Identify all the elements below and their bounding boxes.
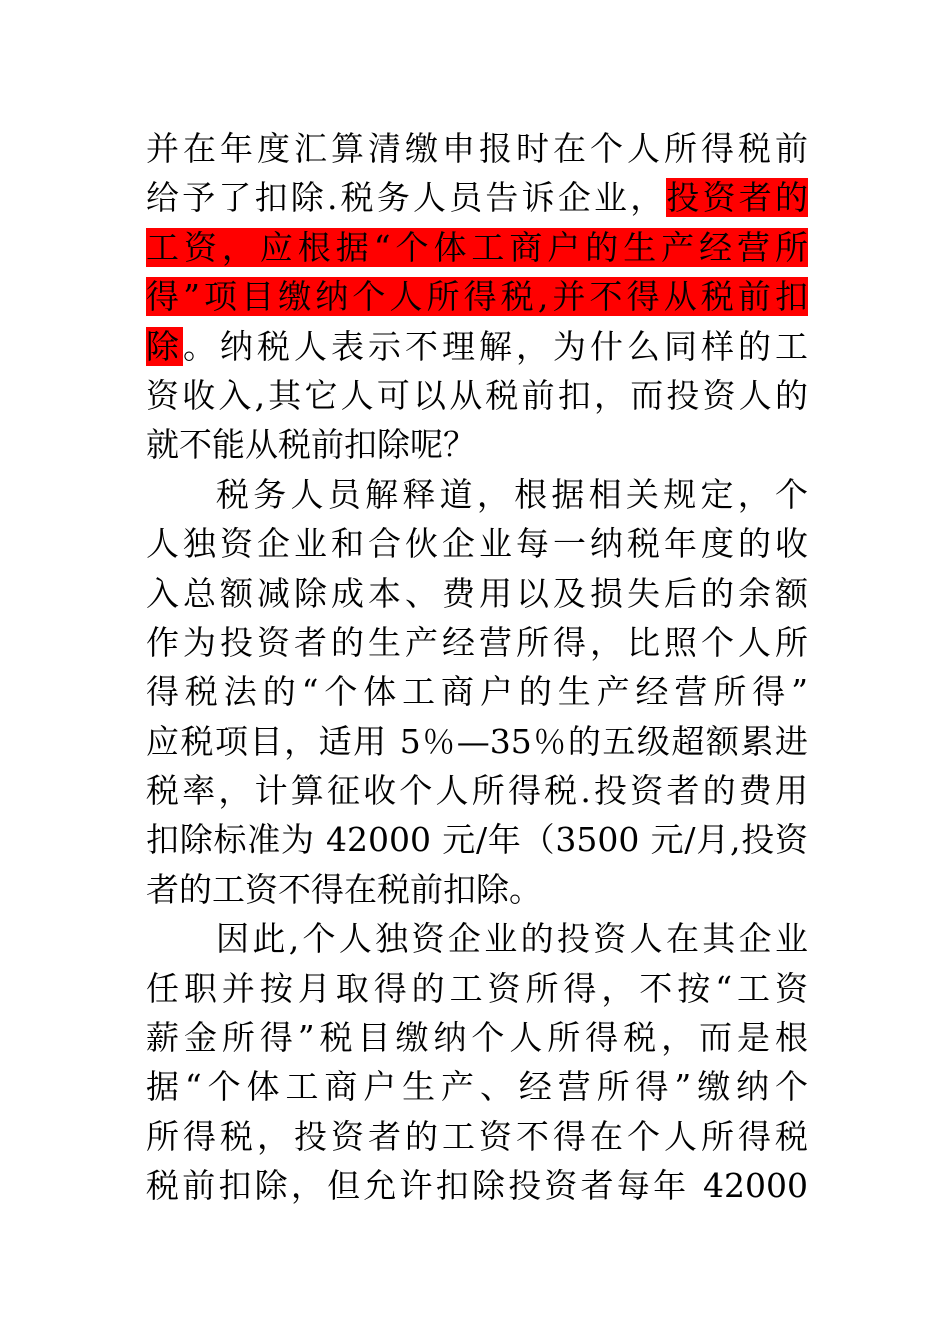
- text-run: 人独资企业和合伙企业每一纳税年度的收: [146, 524, 808, 564]
- text-run: 应税项目，适用 5％—35％的五级超额累进: [146, 721, 808, 761]
- text-line: [146, 124, 808, 173]
- text-run: 因此,个人独资企业的投资人在其企业: [216, 919, 808, 959]
- highlighted-text: ,: [537, 277, 549, 317]
- text-run: 税务人员解释道，根据相关规定，个: [216, 474, 808, 514]
- paragraph-2: [146, 470, 808, 915]
- text-line: [146, 272, 808, 321]
- highlighted-text: 投资者的: [666, 178, 809, 218]
- text-run: 入总额减除成本、费用以及损失后的余额: [146, 573, 808, 613]
- text-run: 就不能从税前扣除呢？: [146, 425, 476, 465]
- document-body: [146, 124, 808, 1211]
- text-line: [146, 569, 808, 618]
- text-line: [146, 322, 808, 371]
- text-line: [146, 964, 808, 1013]
- text-run: 给予了扣除.税务人员告诉企业，: [146, 178, 667, 218]
- text-run: 税率，计算征收个人所得税.投资者的费用: [146, 771, 808, 811]
- highlighted-text: 并不得从税前扣: [548, 277, 809, 317]
- text-run: 者的工资不得在税前扣除。: [146, 869, 542, 909]
- text-run: 扣除标准为 42000 元/年（3500 元/月,投资: [146, 820, 808, 860]
- text-line: [146, 420, 808, 469]
- text-run: 据“个体工商户生产、经营所得”缴纳个: [146, 1067, 808, 1107]
- text-line: [146, 519, 808, 568]
- paragraph-1: [146, 124, 808, 470]
- text-line: [146, 815, 808, 864]
- text-run: 资收入,其它人可以从税前扣，而投资人的: [146, 375, 808, 415]
- text-line: [146, 173, 808, 222]
- highlighted-text: 得”项目缴纳个人所得税: [146, 277, 538, 317]
- text-line: [146, 470, 808, 519]
- text-line: [146, 618, 808, 667]
- paragraph-3: [146, 914, 808, 1210]
- text-line: [146, 766, 808, 815]
- text-run: 并在年度汇算清缴申报时在个人所得税前: [146, 129, 808, 168]
- text-run: 作为投资者的生产经营所得，比照个人所: [146, 622, 808, 662]
- text-line: [146, 667, 808, 716]
- highlighted-text: 工资，应根据“个体工商户的生产经营所: [146, 227, 808, 267]
- text-run: 任职并按月取得的工资所得，不按“工资: [146, 968, 808, 1008]
- text-line: [146, 1112, 808, 1161]
- text-run: 税前扣除，但允许扣除投资者每年 42000: [146, 1166, 808, 1206]
- text-line: [146, 223, 808, 272]
- text-line: [146, 371, 808, 420]
- text-run: 。纳税人表示不理解，为什么同样的工: [183, 326, 808, 366]
- text-run: 薪金所得”税目缴纳个人所得税，而是根: [146, 1018, 808, 1058]
- text-line: [146, 1161, 808, 1210]
- text-line: [146, 1062, 808, 1111]
- text-line: [146, 865, 808, 914]
- highlighted-text: 除: [146, 326, 183, 366]
- text-line: [146, 1013, 808, 1062]
- text-line: [146, 914, 808, 963]
- text-run: 得税法的“个体工商户的生产经营所得”: [146, 672, 808, 712]
- text-line: [146, 717, 808, 766]
- text-run: 所得税，投资者的工资不得在个人所得税: [146, 1116, 808, 1156]
